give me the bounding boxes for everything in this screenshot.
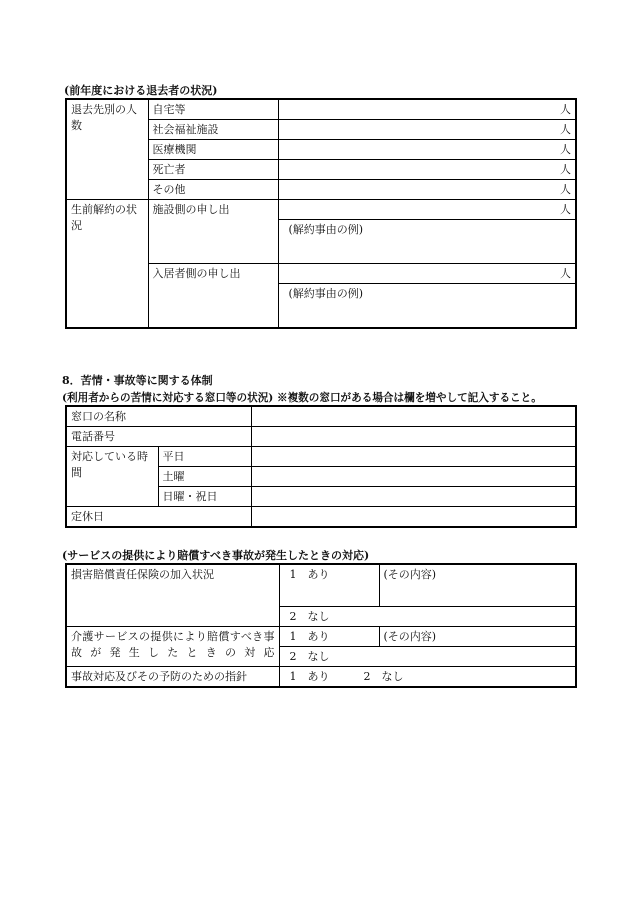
dest-welfare-value[interactable]: 人	[278, 120, 576, 140]
cancel-label: 生前解約の状況	[66, 200, 148, 328]
caption-retirees: (前年度における退去者の状況)	[64, 84, 218, 97]
section-8-heading: 8．苦情・事故等に関する体制	[62, 374, 213, 387]
sunday-holiday-field[interactable]	[251, 487, 576, 507]
dest-other-value[interactable]: 人	[278, 180, 576, 200]
accident-table	[65, 563, 577, 688]
dest-medical-value[interactable]: 人	[278, 140, 576, 160]
accident-option-yes[interactable]: 1 あり	[279, 626, 379, 646]
guideline-options	[279, 666, 576, 687]
saturday-field[interactable]	[251, 467, 576, 487]
dest-row-welfare: 社会福祉施設	[148, 120, 278, 140]
weekday-label: 平日	[158, 447, 251, 467]
facility-reason-field[interactable]: (解約事由の例)	[278, 220, 576, 264]
guideline-label: 事故対応及びその予防のための指針	[66, 666, 279, 687]
insurance-option-no[interactable]: 2 なし	[279, 606, 576, 626]
caption-accidents: (サービスの提供により賠償すべき事故が発生したときの対応)	[62, 549, 370, 562]
insurance-detail[interactable]: (その内容)	[379, 564, 576, 606]
saturday-label: 土曜	[158, 467, 251, 487]
dest-row-other: その他	[148, 180, 278, 200]
closed-days-label: 定休日	[66, 507, 251, 528]
resident-reason-field[interactable]: (解約事由の例)	[278, 284, 576, 328]
closed-days-field[interactable]	[251, 507, 576, 528]
dest-label: 退去先別の人数	[66, 99, 148, 200]
dest-home-value[interactable]: 人	[278, 99, 576, 120]
phone-field[interactable]	[251, 427, 576, 447]
resident-request-label: 入居者側の申し出	[148, 264, 278, 328]
facility-count-value[interactable]: 人	[278, 200, 576, 220]
accident-response-label: 介護サービスの提供により賠償すべき事故が発生したときの対応	[66, 626, 279, 666]
caption-complaints: (利用者からの苦情に対応する窓口等の状況) ※複数の窓口がある場合は欄を増やして記入すること。	[62, 392, 542, 404]
insurance-label: 損害賠償責任保険の加入状況	[66, 564, 279, 626]
guideline-option-yes[interactable]: 1 あり	[289, 669, 330, 683]
accident-option-no[interactable]: 2 なし	[279, 646, 576, 666]
dest-deceased-value[interactable]: 人	[278, 160, 576, 180]
insurance-option-yes[interactable]: 1 あり	[279, 564, 379, 606]
dest-row-medical: 医療機関	[148, 140, 278, 160]
guideline-option-no[interactable]: 2 なし	[363, 669, 404, 683]
resident-count-value[interactable]: 人	[278, 264, 576, 284]
retirees-table	[65, 98, 577, 329]
weekday-field[interactable]	[251, 447, 576, 467]
dest-row-home: 自宅等	[148, 99, 278, 120]
window-name-label: 窓口の名称	[66, 406, 251, 427]
complaints-table	[65, 405, 577, 528]
accident-detail[interactable]: (その内容)	[379, 626, 576, 646]
dest-row-deceased: 死亡者	[148, 160, 278, 180]
sunday-holiday-label: 日曜・祝日	[158, 487, 251, 507]
window-name-field[interactable]	[251, 406, 576, 427]
hours-label: 対応している時間	[66, 447, 158, 507]
phone-label: 電話番号	[66, 427, 251, 447]
facility-request-label: 施設側の申し出	[148, 200, 278, 264]
